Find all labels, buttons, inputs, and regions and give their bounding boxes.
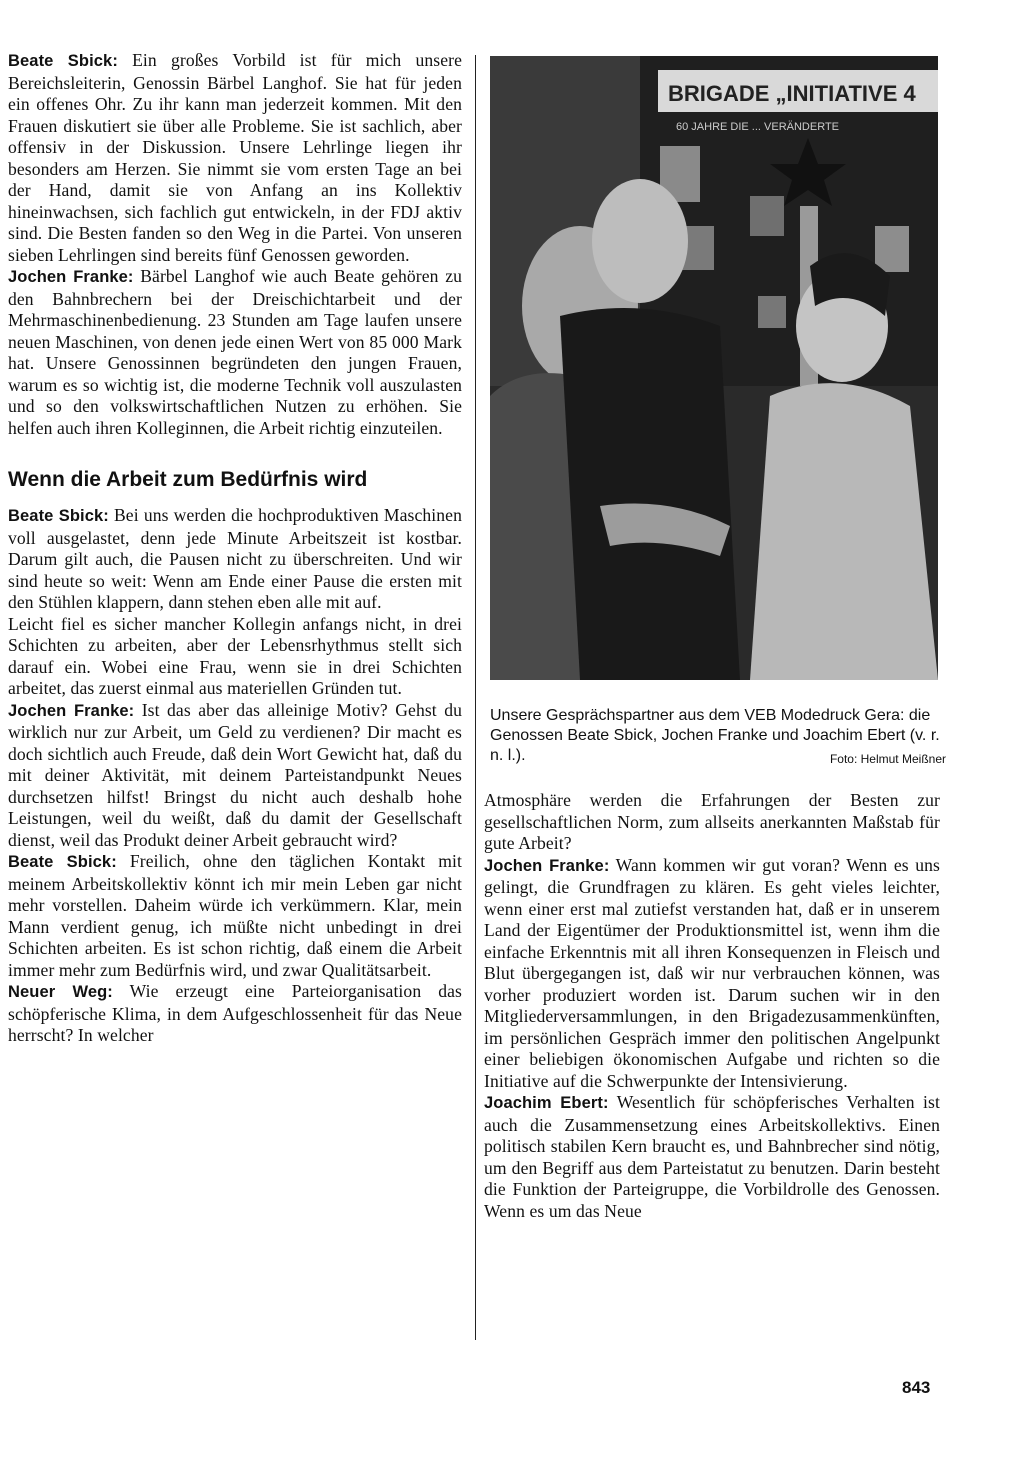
speaker-label: Beate Sbick:: [8, 507, 109, 525]
photo: [490, 56, 938, 680]
speaker-label: Neuer Weg:: [8, 983, 113, 1001]
paragraph-text: Bärbel Langhof wie auch Beate gehören zu den Bahnbrechern bei der Dreischichtarbeit und der Mehrmaschinenbedienung. 23 Stunden am Tage laufen unsere neuen Maschinen, von denen jede einen Wert von 85 000 Mark hat. Unsere Genossinnen begründeten den jungen Frauen, warum es so wichtig ist, die moderne Technik voll auszulasten und so den volkswirtschaftlichen Nutzen zu erhöhen. Sie helfen auch ihren Kolleginnen, die Arbeit richtig einzuteilen.: [8, 266, 463, 438]
speaker-label: Beate Sbick:: [8, 52, 118, 70]
speaker-label: Jochen Franke:: [8, 268, 134, 286]
photo-caption: [490, 706, 946, 769]
subbanner-text: 60 JAHRE DIE ... VERÄNDERTE: [676, 121, 840, 133]
paragraph: [484, 855, 940, 1093]
paragraph: [484, 1092, 940, 1222]
paragraph: [8, 981, 462, 1047]
photo-credit: Foto: Helmut Meißner: [829, 752, 946, 766]
caption-text: Unsere Gesprächspartner aus dem VEB Modedruck Gera: die Genossen Beate Sbick, Jochen Franke und Joachim Ebert (v. r. n. l.).: [490, 707, 940, 764]
banner-text: BRIGADE „INITIATIVE 4: [668, 81, 916, 106]
paragraph: [8, 505, 462, 614]
paragraph-text: Wie erzeugt eine Parteiorganisation das schöpferische Klima, in dem Aufgeschlossenheit für das Neue herrscht? In welcher: [8, 981, 462, 1045]
speaker-label: Jochen Franke:: [8, 701, 135, 720]
page-number: 843: [902, 1378, 931, 1397]
paragraph: [8, 614, 462, 700]
paragraph-text: Atmosphäre werden die Erfahrungen der Besten zur gesellschaftlichen Norm, zum allseits anerkannten Maßstab für gute Arbeit?: [484, 790, 940, 853]
board-picture: [875, 226, 909, 272]
paragraph-text: Ein großes Vorbild ist für mich unsere Bereichsleiterin, Genossin Bärbel Langhof. Sie hat für jeden ein offenes Ohr. Zu ihr kann man jederzeit kommen. Mit den Frauen diskutiert sie über alle Probleme. Sie ist sachlich, aber offensiv in der Diskussion. Unsere Lehrlinge liegen ihr besonders am Herzen. Sie nimmt sie vom ersten Tage an bei der Hand, damit sie von Anfang an ins Kollektiv hineinwachsen, sich fachlich gut entwickeln, in der FDJ aktiv sind. Die Besten fanden so den Weg in die Partei. Von unseren sieben Lehrlingen sind bereits fünf Genossen geworden.: [8, 50, 463, 265]
speaker-label: Jochen Franke:: [484, 856, 610, 875]
paragraph-text: Wesentlich für schöpferisches Verhalten ist auch die Zusammensetzung eines Arbeitskollektivs. Einen politisch stabilen Kern braucht es, und Bahnbrecher sind nötig, um den Begriff aus dem Parteistatut zu benutzen. Darin besteht die Funktion der Parteigruppe, die Vorbildrolle des Genossen. Wenn es um das Neue: [484, 1092, 940, 1221]
paragraph: [484, 790, 940, 855]
paragraph-text: Ist das aber das alleinige Motiv? Gehst du wirklich nur zur Arbeit, um Geld zu verdienen? Dir macht es doch sichtlich auch Freude, daß dein Wort Gewicht hat, daß du mit deiner Aktivität, mit deinem Parteistandpunkt Neues durchsetzen hilfst! Bringst du nicht auch deshalb hohe Leistungen, weil du weißt, daß du damit der Gesellschaft dienst, weil das Produkt deiner Arbeit gebraucht wird?: [8, 699, 462, 850]
person-body: [560, 308, 740, 680]
person-head: [592, 179, 688, 303]
left-column: [8, 50, 462, 1047]
speaker-label: Beate Sbick:: [8, 853, 117, 871]
speaker-label: Joachim Ebert:: [484, 1094, 609, 1112]
paragraph: [8, 700, 462, 852]
paragraph: [8, 50, 462, 266]
section-heading: Wenn die Arbeit zum Bedürfnis wird: [8, 468, 368, 491]
board-picture: [758, 296, 786, 328]
photo-illustration: [490, 56, 938, 680]
paragraph-text: Leicht fiel es sicher mancher Kollegin anfangs nicht, in drei Schichten zu arbeiten, aber der Lebensrhythmus stellt sich darauf ein. Wobei eine Frau, wenn sie in drei Schichten arbeitet, das zuerst einmal aus materiellen Gründen tut.: [8, 613, 462, 698]
person-body: [750, 383, 938, 680]
board-picture: [750, 196, 784, 236]
paragraph-text: Wann kommen wir gut voran? Wenn es uns gelingt, die Grundfragen zu klären. Es geht vieles leichter, wenn einer erst mal zutiefst verstanden hat, daß er in unserem Land der Eigentümer der Produktionsmittel ist, wenn ihm die einfache Erkenntnis mit all ihren Konsequenzen in Fleisch und Blut übergegangen ist, daß wir nur verbrauchen können, was vorher produziert worden ist. Darum suchen wir in den Mitgliederversammlungen, in den Brigadezusammenkünften, im persönlichen Gespräch immer den politischen Angelpunkt einer beliebigen ökonomischen Aufgabe und richten so die Initiative auf die Schwerpunkte der Intensivierung.: [484, 854, 940, 1091]
column-divider: [475, 55, 476, 1340]
paragraph-text: Bei uns werden die hochproduktiven Maschinen voll ausgelastet, denn jede Minute Arbeitszeit ist kostbar. Darum gilt auch, die Pausen nicht zu überschreiten. Und wir sind heute so weit: Wenn am Ende einer Pause die ersten mit den Stühlen klappern, dann stehen eben alle mit auf.: [8, 505, 462, 612]
paragraph: [8, 851, 462, 981]
paragraph-text: Freilich, ohne den täglichen Kontakt mit meinem Arbeitskollektiv könnt ich mir mein Leben gar nicht mehr vorstellen. Daheim würde ich verkümmern. Klar, mein Mann verdient genug, ich müßte nicht unbedingt in drei Schichten arbeiten. Es ist schon richtig, daß einem die Arbeit immer mehr zum Bedürfnis wird, und zwar Qualitätsarbeit.: [8, 851, 462, 980]
right-column: [484, 790, 940, 1222]
paragraph: [8, 266, 462, 439]
